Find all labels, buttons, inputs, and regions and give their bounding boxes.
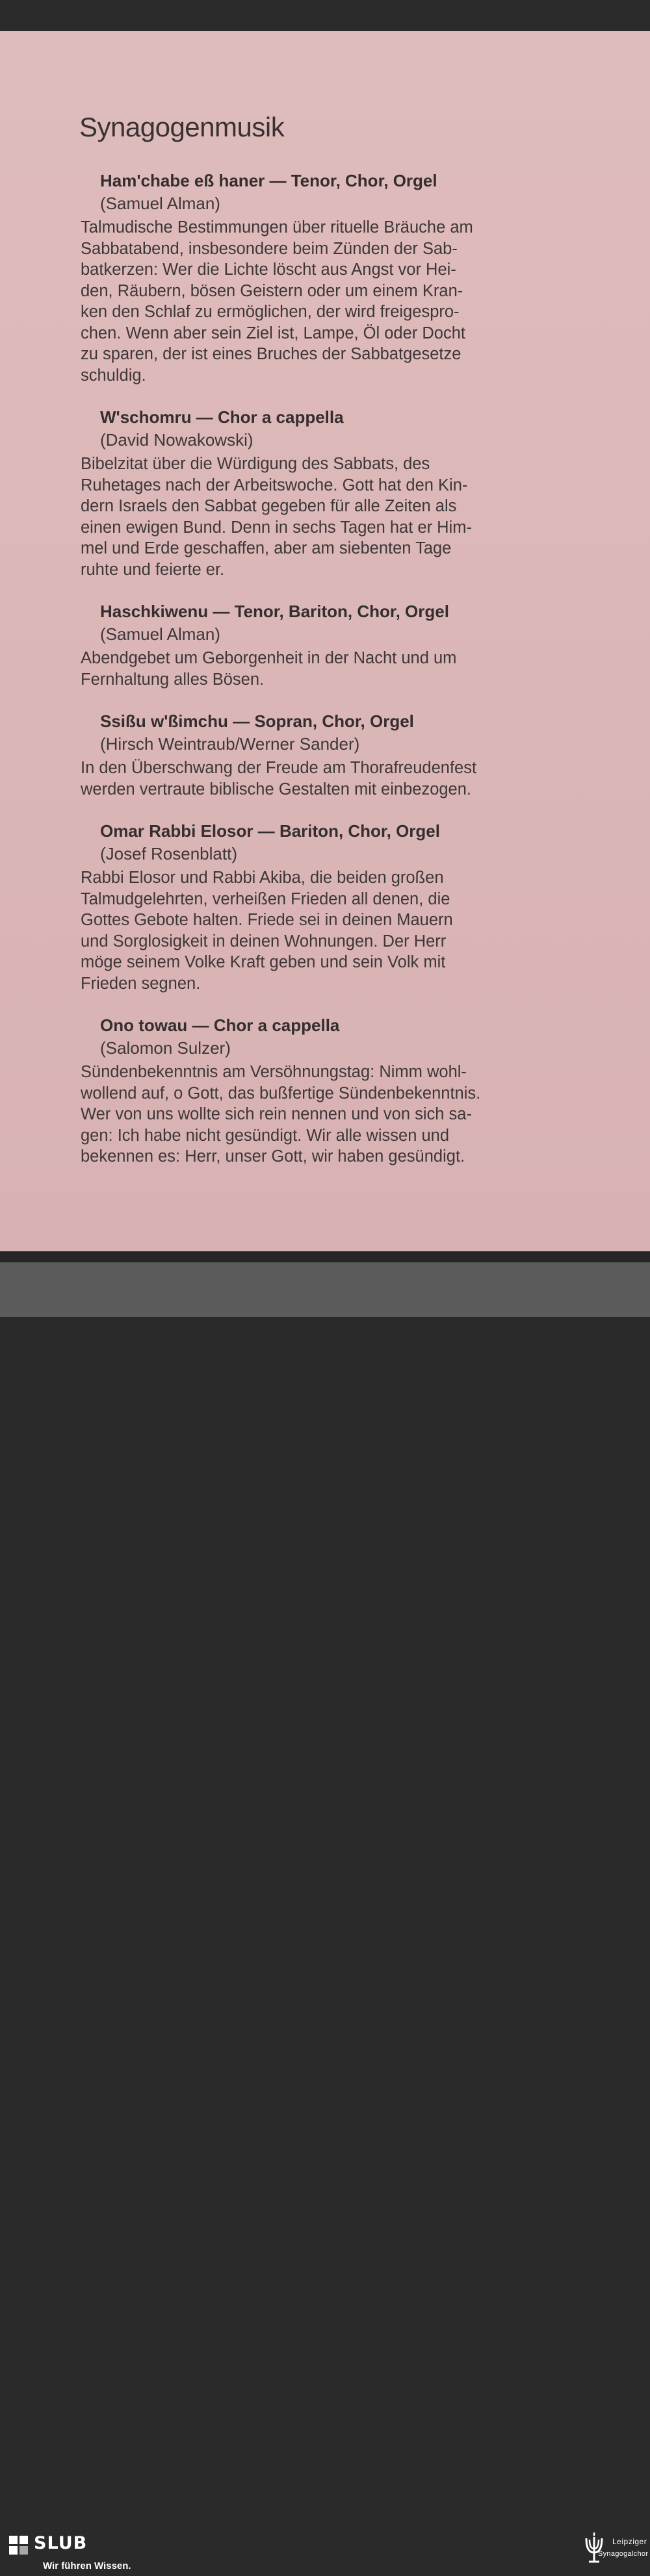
piece-heading: Ham'chabe eß haner — Tenor, Chor, Orgel	[100, 171, 437, 190]
piece-description	[81, 217, 562, 386]
description-line: und Sorglosigkeit in deinen Wohnungen. Der Herr	[81, 932, 447, 950]
description-line: schuldig.	[81, 366, 146, 385]
description-line: Bibelzitat über die Würdigung des Sabbats, des	[81, 455, 430, 473]
piece-description	[81, 453, 562, 580]
description-line: gen: Ich habe nicht gesündigt. Wir alle wissen und	[81, 1126, 450, 1145]
description-line: Sündenbekenntnis am Versöhnungstag: Nimm wohl-	[81, 1063, 467, 1081]
piece-heading: Ssißu w'ßimchu — Sopran, Chor, Orgel	[100, 711, 414, 731]
description-line: wollend auf, o Gott, das bußfertige Sündenbekenntnis.	[81, 1084, 481, 1103]
description-line: Sabbatabend, insbesondere beim Zünden der Sab-	[81, 239, 458, 258]
piece	[81, 1014, 562, 1167]
description-line: Rabbi Elosor und Rabbi Akiba, die beiden großen	[81, 869, 444, 887]
scan-top-border	[0, 0, 650, 31]
description-line: Frieden segnen.	[81, 974, 201, 993]
description-line: In den Überschwang der Freude am Thorafreudenfest	[81, 759, 477, 777]
description-line: mel und Erde geschaffen, aber am siebenten Tage	[81, 539, 452, 557]
description-line: den, Räubern, bösen Geistern oder um einem Kran-	[81, 281, 463, 300]
piece-description	[81, 648, 562, 690]
piece-description	[81, 1062, 562, 1167]
description-line: Talmudgelehrten, verheißen Frieden all denen, die	[81, 889, 450, 908]
piece-composer: (Salomon Sulzer)	[100, 1038, 231, 1058]
description-line: bekennen es: Herr, unser Gott, wir haben gesündigt.	[81, 1147, 465, 1166]
piece-composer: (Samuel Alman)	[100, 194, 220, 213]
description-line: einen ewigen Bund. Denn in sechs Tagen hat er Him-	[81, 518, 472, 537]
piece-heading: Haschkiwenu — Tenor, Bariton, Chor, Orgel	[100, 602, 449, 621]
description-line: Wer von uns wollte sich rein nennen und von sich sa-	[81, 1105, 472, 1123]
piece	[81, 405, 562, 580]
menorah-icon	[582, 2531, 606, 2564]
slub-logo[interactable]	[9, 2533, 131, 2573]
description-line: Gottes Gebote halten. Friede sei in deinen Mauern	[81, 911, 453, 929]
piece-composer: (Hirsch Weintraub/Werner Sander)	[100, 734, 360, 754]
piece-description	[81, 867, 562, 994]
piece-heading: Ono towau — Chor a cappella	[100, 1015, 340, 1035]
page-title: Synagogenmusik	[79, 112, 285, 142]
choir-name-line1: Leipziger	[612, 2537, 647, 2546]
description-line: zu sparen, der ist eines Bruches der Sabbatgesetze	[81, 345, 462, 363]
description-line: dern Israels den Sabbat gegeben für alle Zeiten als	[81, 497, 457, 515]
description-line: ken den Schlaf zu ermöglichen, der wird freigespro-	[81, 303, 460, 321]
program-content	[81, 169, 562, 1187]
description-line: chen. Wenn aber sein Ziel ist, Lampe, Öl oder Docht	[81, 324, 465, 342]
piece-composer: (Samuel Alman)	[100, 624, 220, 644]
choir-name-line2: Synagogalchor	[598, 2550, 649, 2558]
piece-heading: Omar Rabbi Elosor — Bariton, Chor, Orgel	[100, 821, 440, 841]
choir-logo[interactable]	[582, 2531, 650, 2576]
slub-tagline: Wir führen Wissen.	[43, 2560, 131, 2571]
piece	[81, 169, 562, 386]
description-line: batkerzen: Wer die Lichte löscht aus Angst vor Hei-	[81, 261, 456, 279]
description-line: Abendgebet um Geborgenheit in der Nacht und um	[81, 649, 457, 667]
description-line: möge seinem Volke Kraft geben und sein Volk mit	[81, 953, 446, 971]
piece	[81, 709, 562, 800]
description-line: Ruhetages nach der Arbeitswoche. Gott hat den Kin-	[81, 476, 468, 494]
description-line: Fernhaltung alles Bösen.	[81, 670, 265, 689]
piece-description	[81, 758, 562, 800]
piece	[81, 600, 562, 690]
footer-bar	[0, 1262, 650, 2571]
description-line: ruhte und feierte er.	[81, 560, 225, 579]
piece-composer: (David Nowakowski)	[100, 430, 254, 450]
description-line: werden vertraute biblische Gestalten mit einbezogen.	[81, 780, 472, 798]
piece	[81, 819, 562, 994]
description-line: Talmudische Bestimmungen über rituelle Bräuche am	[81, 218, 473, 236]
slub-name: SLUB	[34, 2533, 88, 2553]
slub-mark-icon	[9, 2536, 29, 2555]
piece-heading: W'schomru — Chor a cappella	[100, 407, 344, 427]
piece-composer: (Josef Rosenblatt)	[100, 844, 237, 863]
